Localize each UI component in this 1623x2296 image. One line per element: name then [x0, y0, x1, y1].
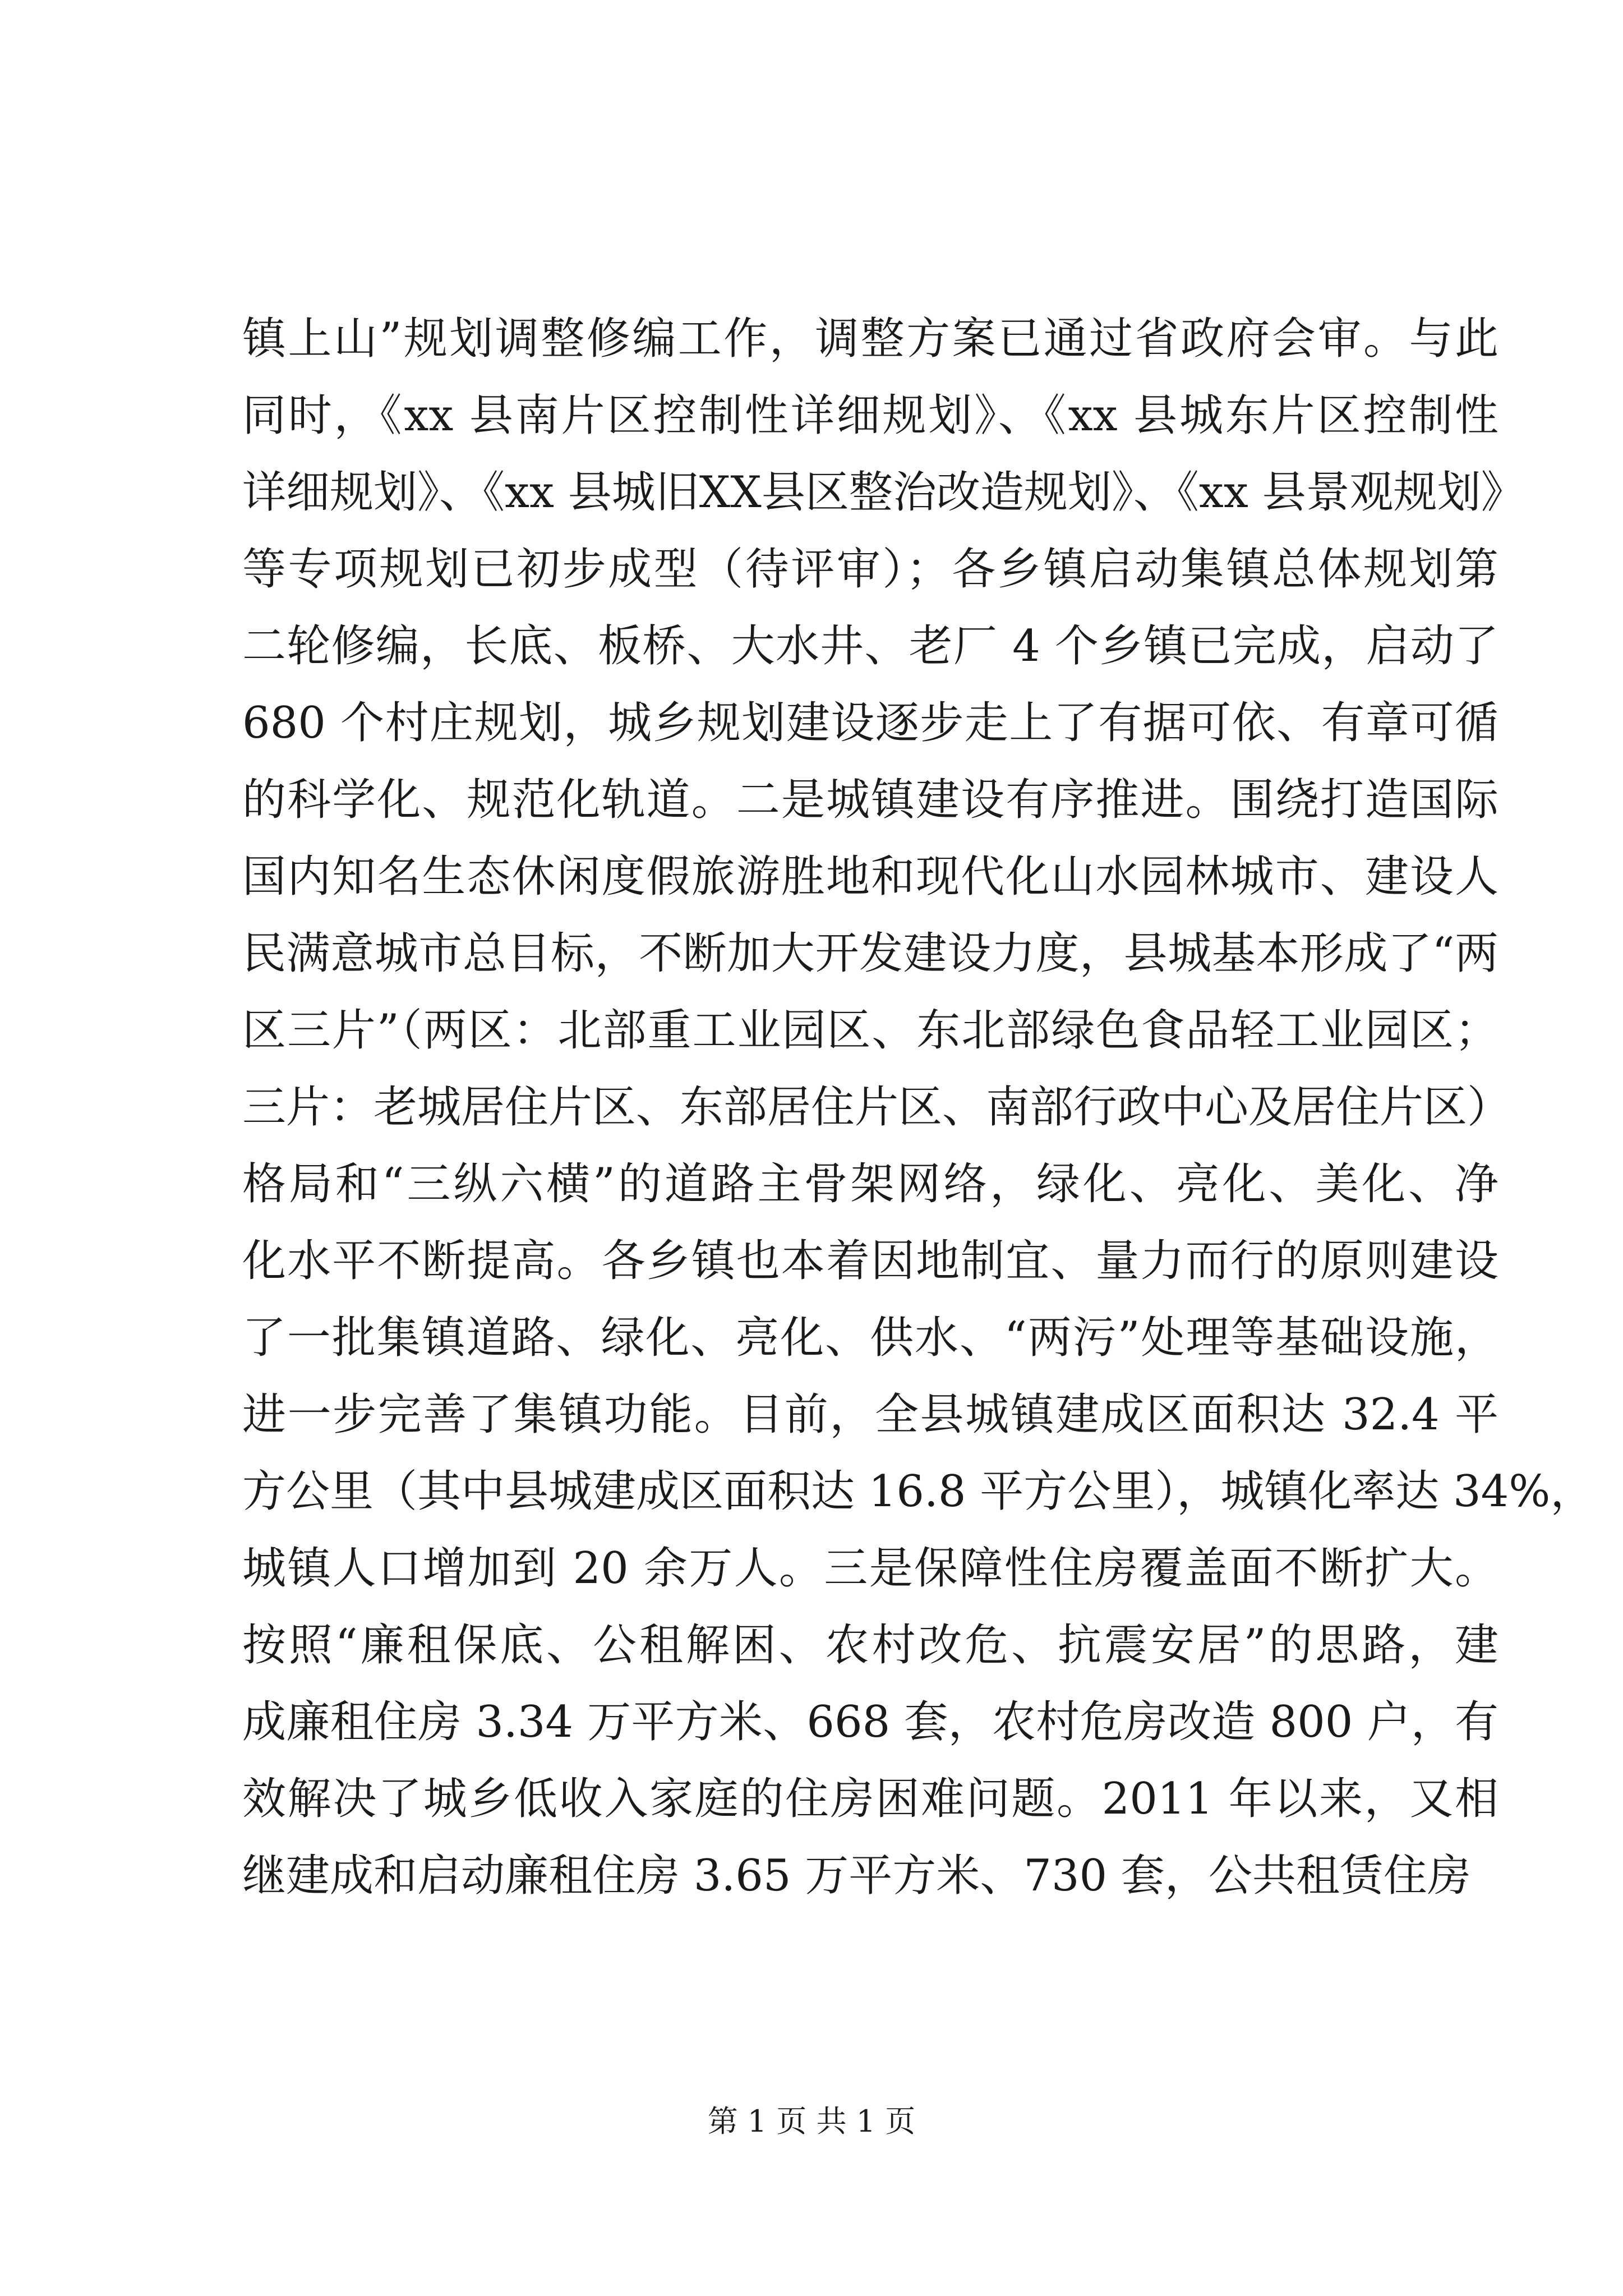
text-line-6: 680 个村庄规划，城乡规划建设逐步走上了有据可依、有章可循	[242, 698, 1498, 748]
body-text	[242, 301, 1594, 1915]
text-line-20: 效解决了城乡低收入家庭的住房困难问题。2011 年以来，又相	[242, 1774, 1498, 1824]
text-line-15: 进一步完善了集镇功能。目前，全县城镇建成区面积达 32.4 平	[242, 1389, 1498, 1440]
text-line-17: 城镇人口增加到 20 余万人。三是保障性住房覆盖面不断扩大。	[242, 1543, 1498, 1594]
page-number-label: 第 1 页 共 1 页	[707, 2104, 916, 2139]
text-line-21: 继建成和启动廉租住房 3.65 万平方米、730 套，公共租赁住房	[242, 1851, 1471, 1901]
text-line-12: 格局和“三纵六横”的道路主骨架网络，绿化、亮化、美化、净	[242, 1159, 1498, 1209]
text-line-13: 化水平不断提高。各乡镇也本着因地制宜、量力而行的原则建设	[242, 1236, 1498, 1286]
text-line-14: 了一批集镇道路、绿化、亮化、供水、“两污”处理等基础设施，	[242, 1313, 1498, 1363]
text-line-3: 详细规划》、《xx 县城旧XX县区整治改造规划》、《xx 县景观规划》	[242, 467, 1525, 518]
page-footer	[0, 2099, 1623, 2144]
text-line-11: 三片：老城居住片区、东部居住片区、南部行政中心及居住片区）	[242, 1082, 1511, 1133]
text-line-5: 二轮修编，长底、板桥、大水井、老厂 4 个乡镇已完成，启动了	[242, 621, 1498, 671]
text-line-10: 区三片”（两区：北部重工业园区、东北部绿色食品轻工业园区；	[242, 1005, 1498, 1056]
text-line-8: 国内知名生态休闲度假旅游胜地和现代化山水园林城市、建设人	[242, 852, 1498, 902]
text-line-4: 等专项规划已初步成型（待评审）；各乡镇启动集镇总体规划第	[242, 544, 1498, 595]
text-line-18: 按照“廉租保底、公租解困、农村改危、抗震安居”的思路，建	[242, 1620, 1498, 1671]
text-line-7: 的科学化、规范化轨道。二是城镇建设有序推进。围绕打造国际	[242, 775, 1498, 825]
text-line-1: 镇上山”规划调整修编工作，调整方案已通过省政府会审。与此	[242, 314, 1498, 364]
text-line-2: 同时，《xx 县南片区控制性详细规划》、《xx 县城东片区控制性	[242, 390, 1498, 441]
text-line-16: 方公里（其中县城建成区面积达 16.8 平方公里），城镇化率达 34%，	[242, 1466, 1594, 1517]
text-line-9: 民满意城市总目标，不断加大开发建设力度，县城基本形成了“两	[242, 928, 1498, 979]
text-line-19: 成廉租住房 3.34 万平方米、668 套，农村危房改造 800 户，有	[242, 1697, 1498, 1747]
